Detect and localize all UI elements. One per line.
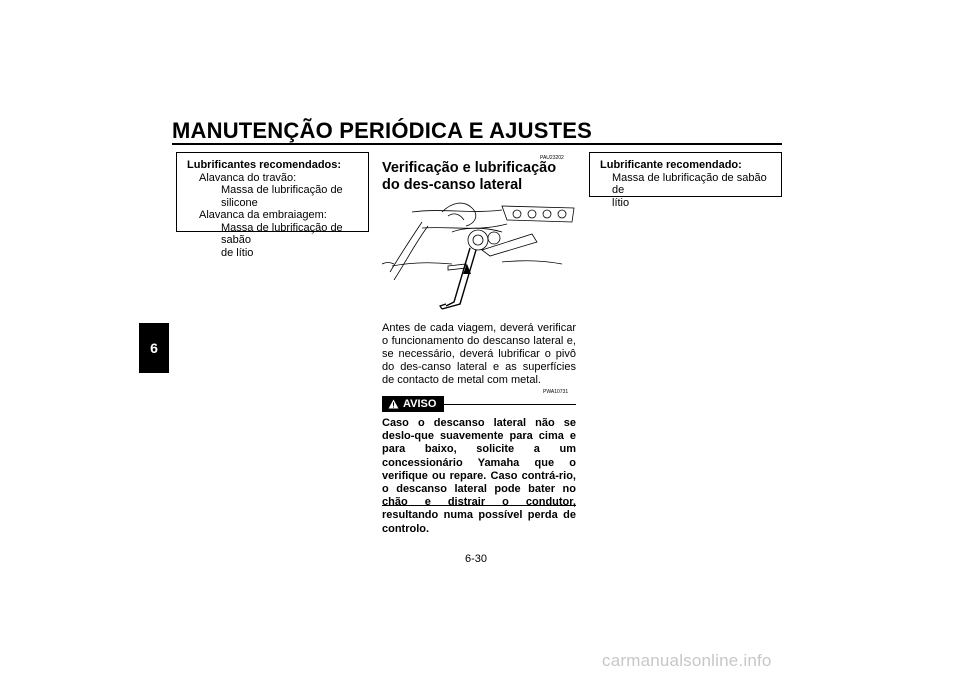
warning-code: PWA10731 bbox=[543, 389, 569, 395]
lubricant-line2: lítio bbox=[612, 196, 630, 209]
clutch-lever-lubricant-cont: de lítio bbox=[221, 246, 254, 259]
warning-label: AVISO bbox=[403, 398, 437, 410]
warning-rule-top bbox=[444, 404, 576, 405]
page-number: 6-30 bbox=[465, 553, 488, 565]
warning-triangle-icon bbox=[388, 399, 399, 409]
section-body: Antes de cada viagem, deverá verificar o funcionamento do descanso lateral e, se necessário, deverá lubrificar o pivô do des-canso lateral e as superfícies de contacto de metal com metal. bbox=[382, 322, 576, 386]
clutch-lever-label: Alavanca da embraiagem: bbox=[199, 209, 327, 221]
chapter-number: 6 bbox=[150, 340, 158, 356]
warning-text: Caso o descanso lateral não se deslo-que suavemente para cima e para baixo, solicite a um concessionário Yamaha que o verifique ou repare. Caso contrá-rio, o descanso lateral pode bater no chão e distrair o condutor, resultando numa possível perda de controlo. bbox=[382, 417, 576, 535]
lubricant-line1: Massa de lubrificação de sabão de bbox=[612, 171, 767, 196]
clutch-lever-lubricant: Massa de lubrificação de sabão bbox=[221, 221, 343, 246]
lubricants-box-right bbox=[589, 152, 782, 209]
brake-lever-lubricant: Massa de lubrificação de silicone bbox=[221, 184, 343, 209]
header-rule bbox=[172, 143, 782, 145]
brake-lever-label: Alavanca do travão: bbox=[199, 171, 297, 184]
chapter-tab bbox=[139, 323, 169, 373]
sidestand-illustration bbox=[382, 192, 576, 316]
lubricants-box-left bbox=[176, 152, 369, 259]
warning-badge bbox=[382, 396, 444, 412]
watermark: carmanualsonline.info bbox=[602, 651, 772, 670]
section-title: Verificação e lubrificação do des-canso lateral bbox=[382, 160, 557, 193]
warning-rule-bottom bbox=[382, 505, 576, 506]
section-code: PAU23202 bbox=[540, 155, 564, 161]
lubricant-heading: Lubrificante recomendado: bbox=[600, 159, 742, 171]
lubricants-heading: Lubrificantes recomendados: bbox=[187, 159, 342, 171]
page-title: MANUTENÇÃO PERIÓDICA E AJUSTES bbox=[172, 118, 592, 143]
